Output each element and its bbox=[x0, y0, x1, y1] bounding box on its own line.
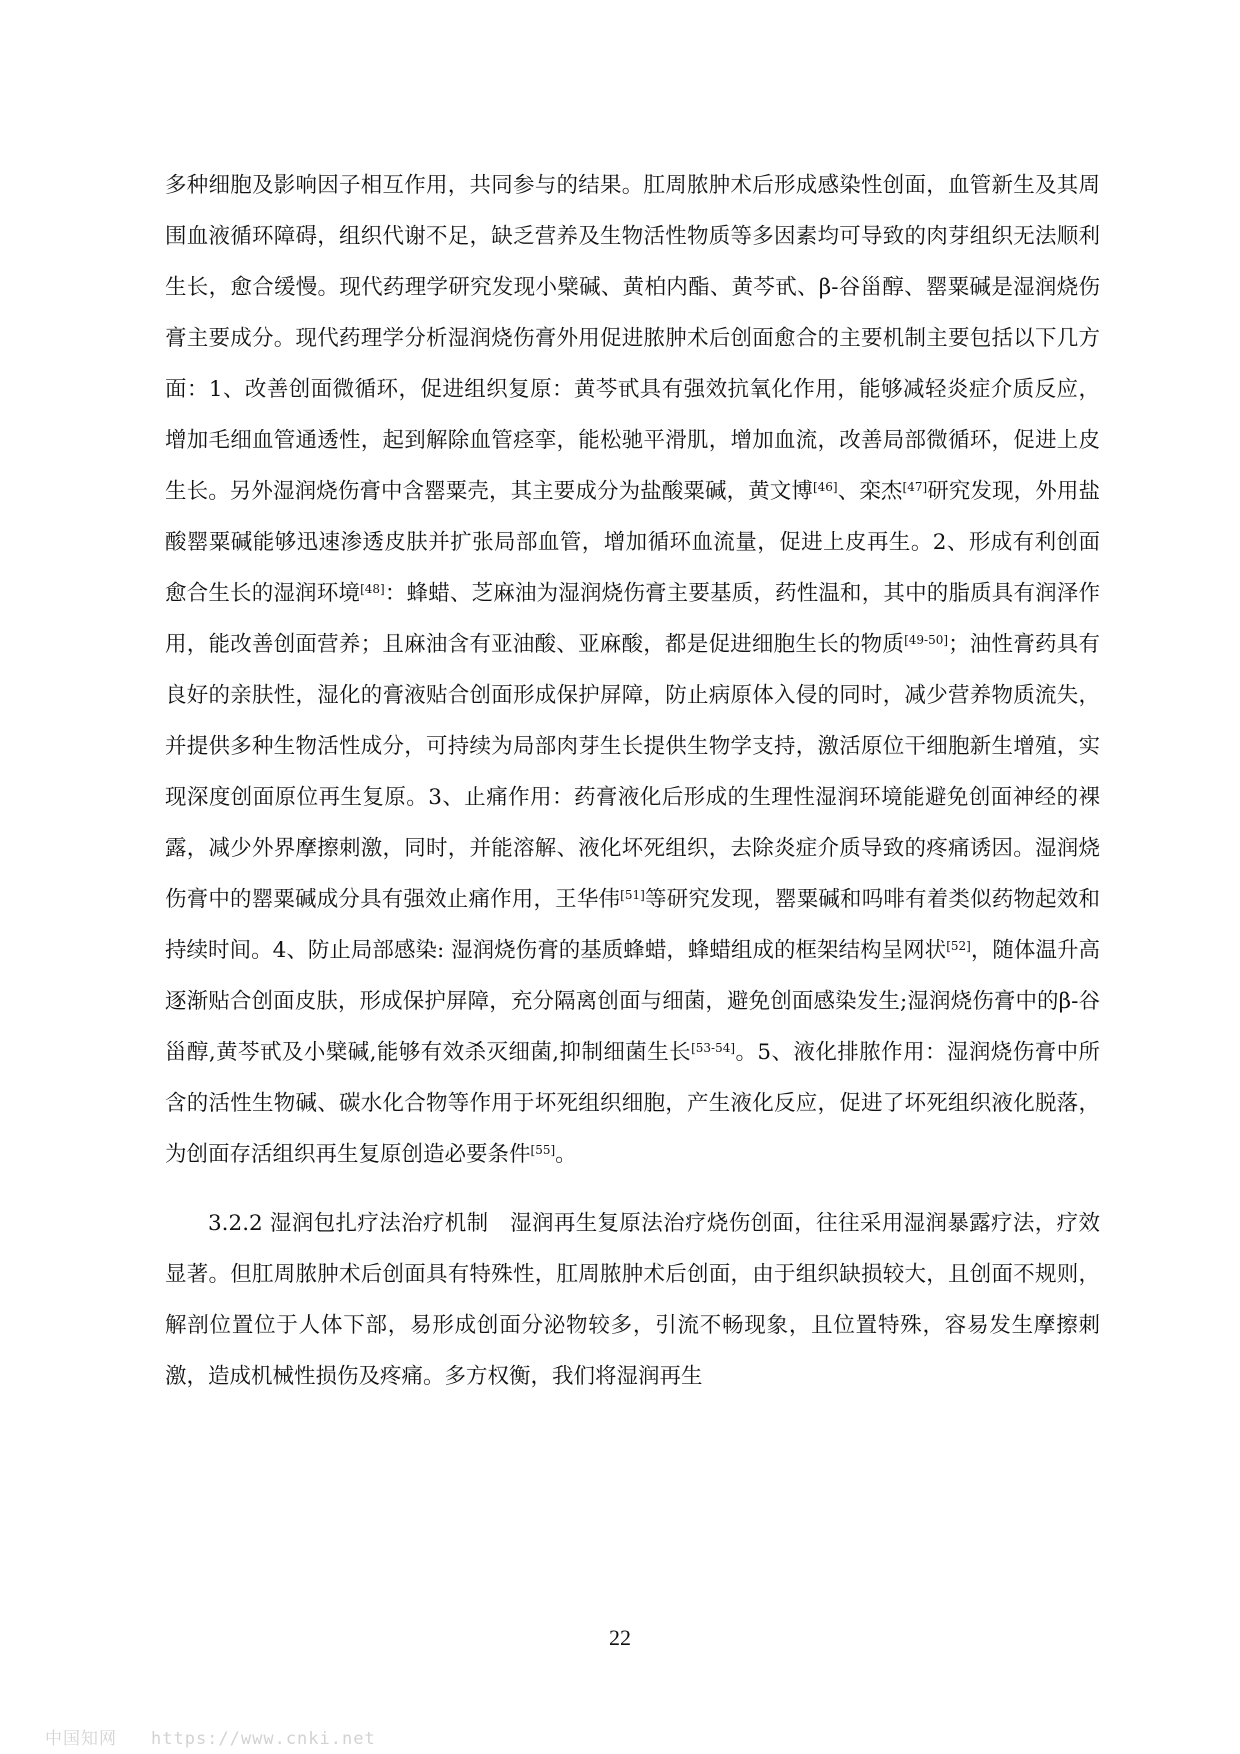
text-run: 。 bbox=[555, 1142, 577, 1167]
heading-gap bbox=[489, 1211, 511, 1236]
section-paragraph bbox=[165, 1198, 1100, 1402]
text-run: 研究发现，外用盐酸罂粟碱能够迅速渗透皮肤并扩张局部血管，增加循环血流量，促进上皮再生。2、形成有利创面愈合生长的湿润环境 bbox=[165, 479, 1100, 606]
body-paragraph bbox=[165, 160, 1100, 1180]
text-run: ；油性膏药具有良好的亲肤性，湿化的膏液贴合创面形成保护屏障，防止病原体入侵的同时，减少营养物质流失，并提供多种生物活性成分，可持续为局部肉芽生长提供生物学支持，激活原位干细胞新生增殖，实现深度创面原位再生复原。3、止痛作用：药膏液化后形成的生理性湿润环境能避免创面神经的裸露，减少外界摩擦刺激，同时，并能溶解、液化坏死组织，去除炎症介质导致的疼痛诱因。湿润烧伤膏中的罂粟碱成分具有强效止痛作用，王华伟 bbox=[165, 632, 1100, 912]
citation-superscript: [48] bbox=[360, 582, 385, 596]
section-text: 湿润再生复原法治疗烧伤创面，往往采用湿润暴露疗法，疗效显著。但肛周脓肿术后创面具有特殊性，肛周脓肿术后创面，由于组织缺损较大，且创面不规则，解剖位置位于人体下部，易形成创面分泌物较多，引流不畅现象，且位置特殊，容易发生摩擦刺激，造成机械性损伤及疼痛。多方权衡，我们将湿润再生 bbox=[165, 1211, 1100, 1389]
citation-superscript: [55] bbox=[530, 1143, 556, 1157]
page-body bbox=[165, 160, 1100, 1402]
citation-superscript: [52] bbox=[946, 939, 971, 953]
watermark-url: https://www.cnki.net bbox=[151, 1729, 376, 1749]
watermark-cnki-name: 中国知网 bbox=[45, 1729, 117, 1749]
citation-superscript: [49-50] bbox=[904, 633, 949, 647]
text-run: 多种细胞及影响因子相互作用，共同参与的结果。肛周脓肿术后形成感染性创面，血管新生及其周围血液循环障碍，组织代谢不足，缺乏营养及生物活性物质等多因素均可导致的肉芽组织无法顺利生长，愈合缓慢。现代药理学研究发现小檗碱、黄柏内酯、黄芩甙、β-谷甾醇、罂粟碱是湿润烧伤膏主要成分。现代药理学分析湿润烧伤膏外用促进脓肿术后创面愈合的主要机制主要包括以下几方面：1、改善创面微循环，促进组织复原：黄芩甙具有强效抗氧化作用，能够减轻炎症介质反应，增加毛细血管通透性，起到解除血管痉挛，能松驰平滑肌，增加血流，改善局部微循环，促进上皮生长。另外湿润烧伤膏中含罂粟壳，其主要成分为盐酸粟碱，黄文博 bbox=[165, 173, 1100, 504]
section-heading: 3.2.2 湿润包扎疗法治疗机制 bbox=[208, 1211, 489, 1236]
citation-superscript: [47] bbox=[902, 480, 928, 494]
text-run: ：蜂蜡、芝麻油为湿润烧伤膏主要基质，药性温和，其中的脂质具有润泽作用，能改善创面营养；且麻油含有亚油酸、亚麻酸，都是促进细胞生长的物质 bbox=[165, 581, 1100, 657]
citation-superscript: [46] bbox=[812, 480, 838, 494]
page-number: 22 bbox=[609, 1625, 631, 1650]
text-run: 等研究发现，罂粟碱和吗啡有着类似药物起效和持续时间。4、防止局部感染: 湿润烧伤膏的基质蜂蜡，蜂蜡组成的框架结构呈网状 bbox=[165, 887, 1100, 963]
citation-superscript: [51] bbox=[620, 888, 645, 902]
citation-superscript: [53-54] bbox=[691, 1041, 736, 1055]
text-run: ，随体温升高逐渐贴合创面皮肤，形成保护屏障，充分隔离创面与细菌，避免创面感染发生;湿润烧伤膏中的β-谷甾醇,黄芩甙及小檗碱,能够有效杀灭细菌,抑制细菌生长 bbox=[165, 938, 1100, 1065]
text-run: 。5、液化排脓作用：湿润烧伤膏中所含的活性生物碱、碳水化合物等作用于坏死组织细胞，产生液化反应，促进了坏死组织液化脱落，为创面存活组织再生复原创造必要条件 bbox=[165, 1040, 1100, 1167]
watermark bbox=[45, 1724, 376, 1749]
text-run: 、栾杰 bbox=[837, 479, 903, 504]
